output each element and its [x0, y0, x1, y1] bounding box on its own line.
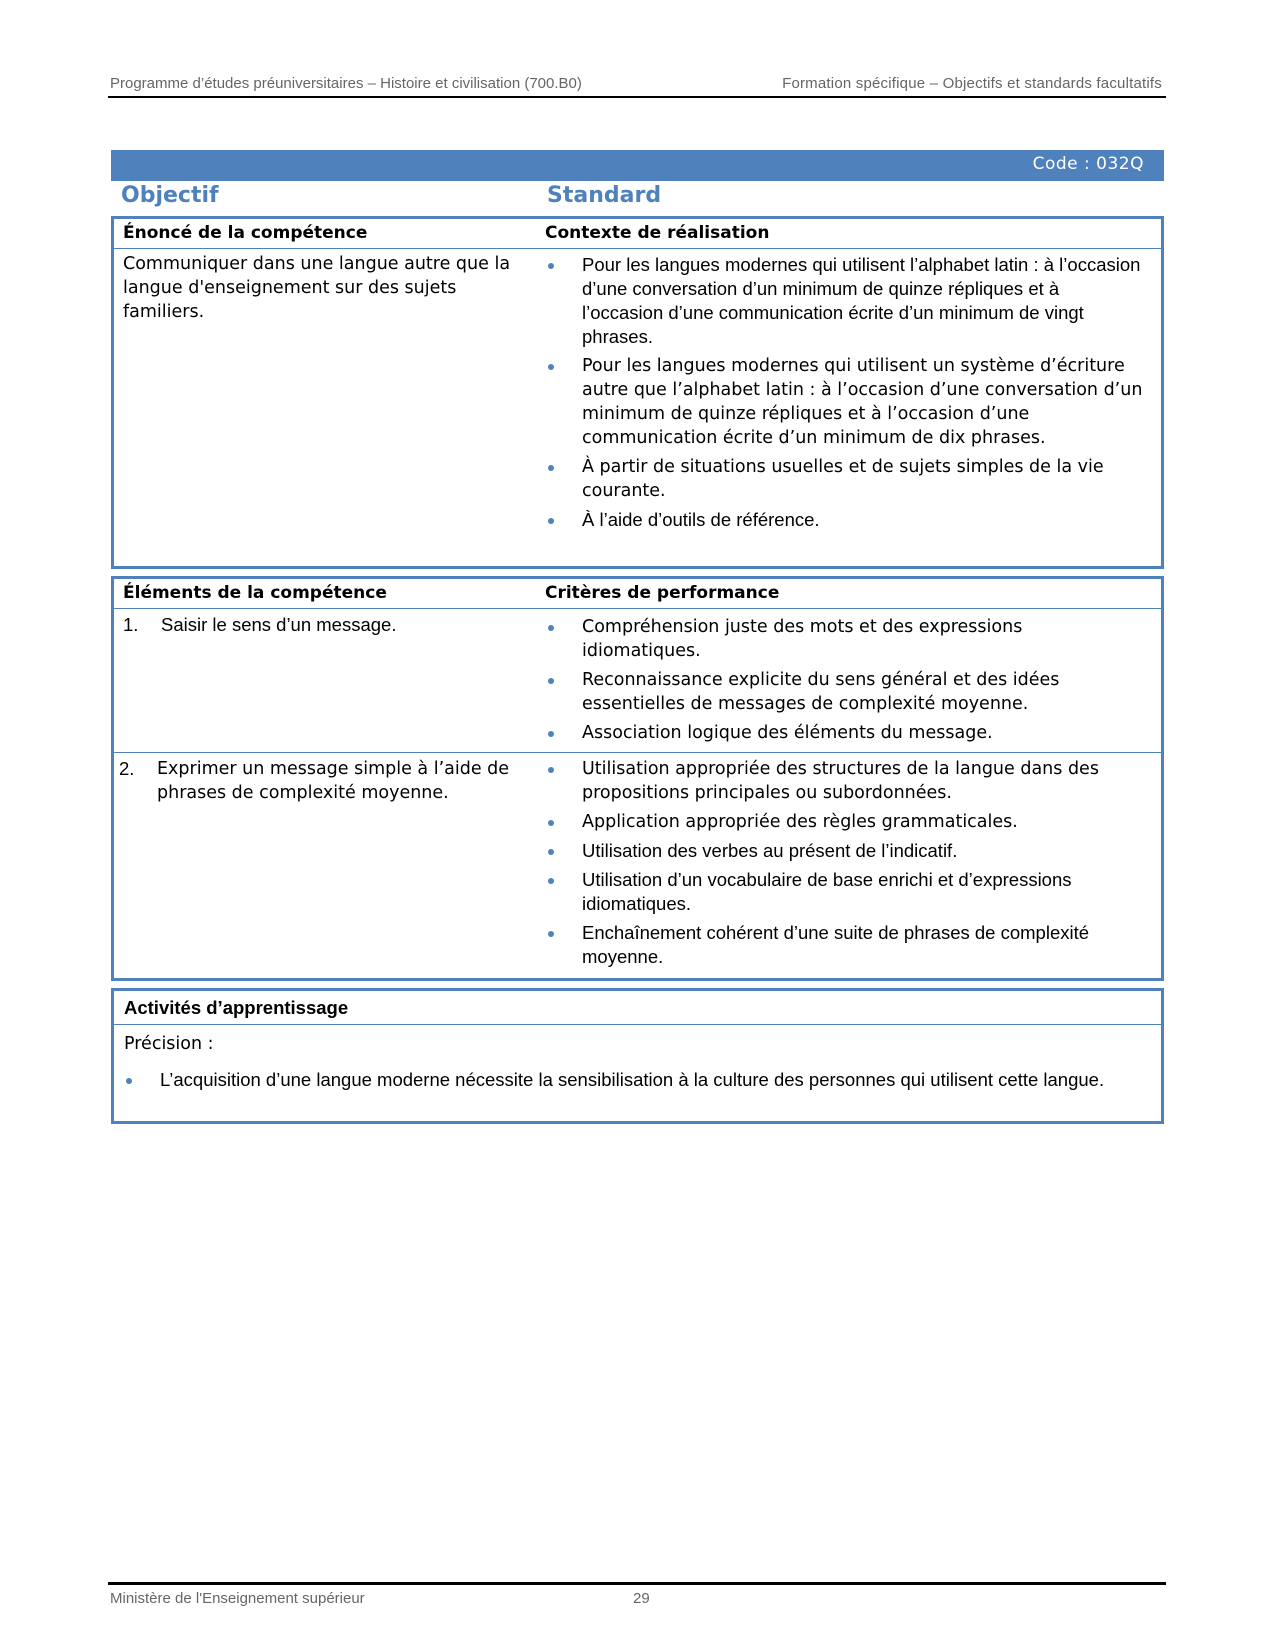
elements-box: [111, 576, 1164, 981]
criteres-label: Critères de performance: [545, 583, 780, 603]
list-item: L’acquisition d’une langue moderne nécessite la sensibilisation à la culture des personnes qui utilisent cette langue.: [123, 1068, 1151, 1092]
code-bar: [111, 150, 1164, 181]
elements-label: Éléments de la compétence: [123, 583, 387, 603]
element-number: 1.: [123, 614, 139, 635]
criteres-cell-1: [539, 609, 1161, 752]
element-number: 2.: [119, 758, 135, 779]
criteres-list: [545, 615, 1145, 745]
element-row-2: [114, 753, 1161, 974]
bullet-icon: [548, 878, 554, 884]
list-item: Pour les langues modernes qui utilisent l’alphabet latin : à l’occasion d’une conversation d’un minimum de quinze répliques et à l’occasion d’une communication écrite d’un minimum de vingt phrases.: [545, 253, 1145, 349]
contexte-label: Contexte de réalisation: [545, 223, 770, 243]
list-item: À partir de situations usuelles et de sujets simples de la vie courante.: [545, 455, 1145, 503]
page-footer: [108, 1582, 1166, 1607]
contexte-list: [545, 253, 1145, 532]
column-titles: [111, 183, 1164, 213]
enonce-label: Énoncé de la compétence: [123, 223, 368, 243]
activites-label: Activités d’apprentissage: [114, 991, 1161, 1025]
bullet-icon: [548, 364, 554, 370]
list-item: Utilisation d’un vocabulaire de base enrichi et d’expressions idiomatiques.: [545, 868, 1145, 916]
page-number: 29: [633, 1590, 650, 1607]
bullet-icon: [548, 931, 554, 937]
activites-box: [111, 988, 1164, 1124]
competence-box: [111, 216, 1164, 569]
objectif-title: Objectif: [121, 183, 219, 208]
bullet-icon: [548, 820, 554, 826]
bullet-icon: [548, 849, 554, 855]
bullet-icon: [548, 263, 554, 269]
competency-code: Code : 032Q: [1032, 154, 1144, 174]
bullet-icon: [548, 678, 554, 684]
contexte-cell: [539, 249, 1161, 537]
elements-header-row: [114, 579, 1161, 609]
activites-list: [114, 1056, 1161, 1092]
standard-title: Standard: [547, 183, 662, 208]
list-item: À l’aide d’outils de référence.: [545, 508, 1145, 532]
list-item: Enchaînement cohérent d’une suite de phrases de complexité moyenne.: [545, 921, 1145, 969]
list-item: Compréhension juste des mots et des expressions idiomatiques.: [545, 615, 1145, 663]
page-header: [108, 72, 1166, 98]
list-item: Utilisation appropriée des structures de la langue dans des propositions principales ou subordonnées.: [545, 757, 1145, 805]
bullet-icon: [548, 465, 554, 471]
element-row-1: [114, 609, 1161, 753]
bullet-icon: [548, 731, 554, 737]
competence-header-row: [114, 219, 1161, 249]
element-2: [114, 753, 539, 974]
footer-ministry: Ministère de l'Enseignement supérieur: [110, 1590, 365, 1607]
criteres-cell-2: [539, 753, 1161, 974]
precision-label: Précision :: [124, 1034, 214, 1054]
bullet-icon: [126, 1078, 132, 1084]
bullet-icon: [548, 518, 554, 524]
element-text: Saisir le sens d’un message.: [161, 614, 397, 635]
list-item: Association logique des éléments du message.: [545, 721, 1145, 745]
element-1: [114, 609, 539, 752]
list-item: Reconnaissance explicite du sens général et des idées essentielles de messages de complexité moyenne.: [545, 668, 1145, 716]
header-section-title: Formation spécifique – Objectifs et standards facultatifs: [782, 75, 1162, 92]
competence-body-row: [114, 249, 1161, 537]
header-program-title: Programme d’études préuniversitaires – Histoire et civilisation (700.B0): [110, 75, 582, 92]
list-item: Pour les langues modernes qui utilisent un système d’écriture autre que l’alphabet latin : à l’occasion d’une conversation d’un minimum de quinze répliques et à l’occasion d’une communication écrite d’un minimum de dix phrases.: [545, 354, 1145, 450]
bullet-icon: [548, 767, 554, 773]
list-item: Utilisation des verbes au présent de l’indicatif.: [545, 839, 1145, 863]
element-text: Exprimer un message simple à l’aide de phrases de complexité moyenne.: [157, 759, 510, 803]
list-item: Application appropriée des règles grammaticales.: [545, 810, 1145, 834]
bullet-icon: [548, 625, 554, 631]
criteres-list: [545, 757, 1145, 969]
enonce-text: Communiquer dans une langue autre que la langue d'enseignement sur des sujets familiers.: [123, 254, 511, 322]
